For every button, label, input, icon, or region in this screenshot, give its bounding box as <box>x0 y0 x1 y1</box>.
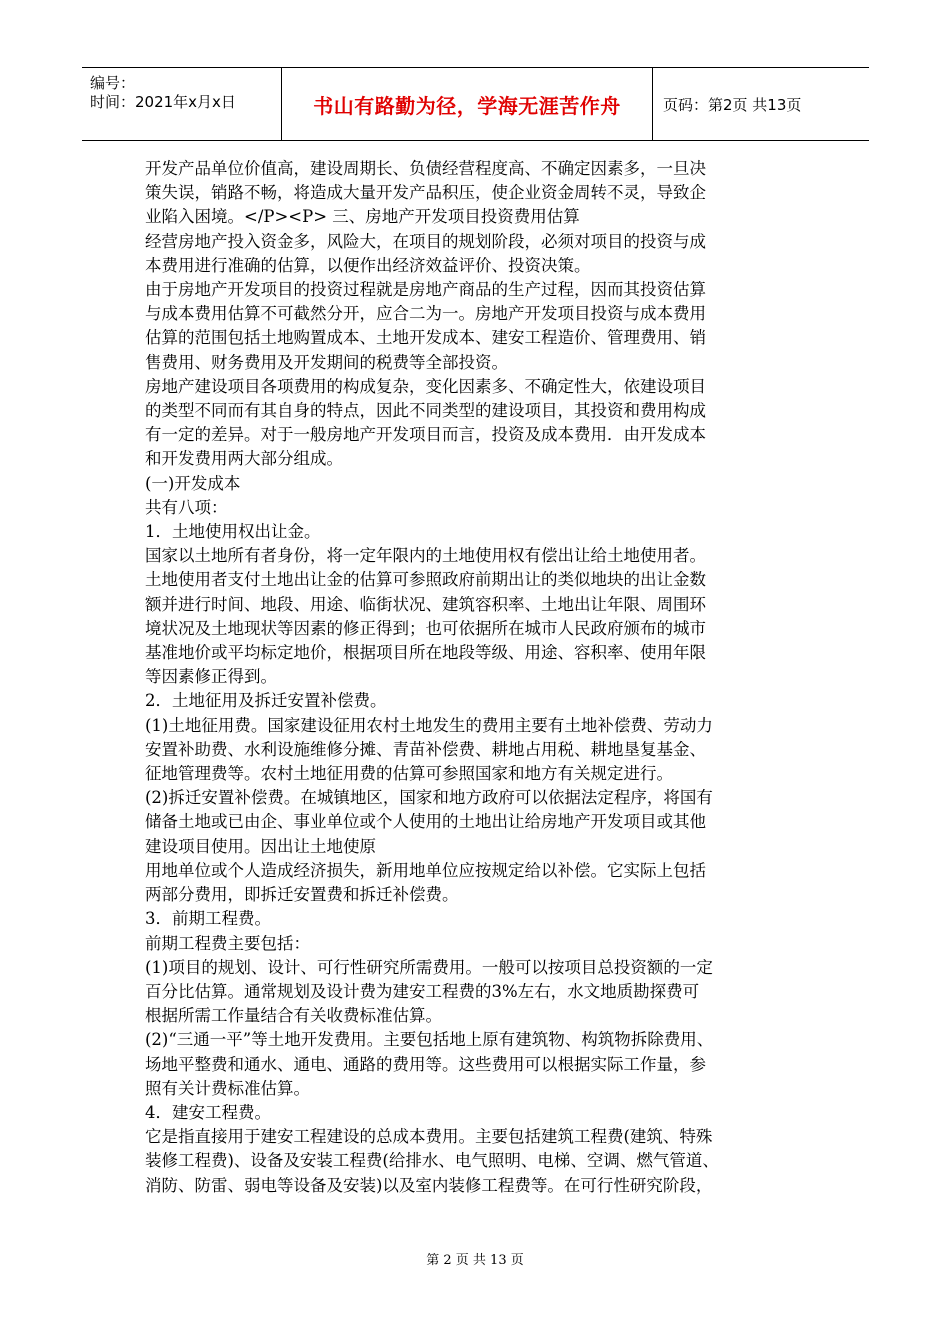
footer-page-number: 第 2 页 共 13 页 <box>426 1253 524 1268</box>
text-line: 策失误，销路不畅，将造成大量开发产品积压，使企业资金周转不灵，导致企 <box>145 183 706 203</box>
text-line: 百分比估算。通常规划及设计费为建安工程费的3%左右，水文地质勘探费可 <box>145 981 700 1001</box>
page-footer <box>0 1249 950 1268</box>
text-line: 土地使用者支付土地出让金的估算可参照政府前期出让的类似地块的出让金数 <box>145 570 706 590</box>
text-line: 房地产建设项目各项费用的构成复杂，变化因素多、不确定性大，依建设项目 <box>145 376 706 396</box>
text-line: 境状况及土地现状等因素的修正得到；也可依据所在城市人民政府颁布的城市 <box>145 618 706 638</box>
text-line: 国家以土地所有者身份，将一定年限内的土地使用权有偿出让给土地使用者。 <box>145 546 706 566</box>
text-line: 和开发费用两大部分组成。 <box>145 449 343 469</box>
text-line: 额并进行时间、地段、用途、临街状况、建筑容积率、土地出让年限、周围环 <box>145 594 706 614</box>
text-line: 有一定的差异。对于一般房地产开发项目而言，投资及成本费用．由开发成本 <box>145 425 706 445</box>
text-line: 经营房地产投入资金多，风险大，在项目的规划阶段，必须对项目的投资与成 <box>145 231 706 251</box>
text-line: 4．建安工程费。 <box>145 1102 271 1122</box>
page-info-cell <box>653 68 869 140</box>
text-line: 售费用、财务费用及开发期间的税费等全部投资。 <box>145 352 508 372</box>
text-line: 业陷入困境。</P><P> 三、房地产开发项目投资费用估算 <box>145 207 580 227</box>
text-line: (2)“三通一平”等土地开发费用。主要包括地上原有建筑物、构筑物拆除费用、 <box>145 1030 714 1050</box>
text-line: 基准地价或平均标定地价，根据项目所在地段等级、用途、容积率、使用年限 <box>145 643 706 663</box>
text-line: 场地平整费和通水、通电、通路的费用等。这些费用可以根据实际工作量，参 <box>145 1054 706 1074</box>
text-line: 本费用进行准确的估算，以便作出经济效益评价、投资决策。 <box>145 255 591 275</box>
motto-text: 书山有路勤为径，学海无涯苦作舟 <box>313 93 621 118</box>
text-line: 照有关计费标准估算。 <box>145 1078 310 1098</box>
text-line: 由于房地产开发项目的投资过程就是房地产商品的生产过程，因而其投资估算 <box>145 280 706 300</box>
text-line: 的类型不同而有其自身的特点，因此不同类型的建设项目，其投资和费用构成 <box>145 401 706 421</box>
document-body <box>145 157 825 1198</box>
text-line: 它是指直接用于建安工程建设的总成本费用。主要包括建筑工程费(建筑、特殊 <box>145 1127 713 1147</box>
text-line: 1．土地使用权出让金。 <box>145 522 321 542</box>
text-line: 前期工程费主要包括： <box>145 933 310 953</box>
text-line: 估算的范围包括土地购置成本、土地开发成本、建安工程造价、管理费用、销 <box>145 328 706 348</box>
text-line: 建设项目使用。因出让土地使原 <box>145 836 376 856</box>
text-line: (一)开发成本 <box>145 473 241 493</box>
text-line: (2)拆迁安置补偿费。在城镇地区，国家和地方政府可以依据法定程序，将国有 <box>145 788 713 808</box>
number-label: 编号： <box>90 74 136 92</box>
text-line: (1)土地征用费。国家建设征用农村土地发生的费用主要有土地补偿费、劳动力 <box>145 715 713 735</box>
motto-cell <box>282 68 653 140</box>
text-line: 储备土地或已由企、事业单位或个人使用的土地出让给房地产开发项目或其他 <box>145 812 706 832</box>
text-line: 两部分费用，即拆迁安置费和拆迁补偿费。 <box>145 885 459 905</box>
page-number-label: 页码：第2页 共13页 <box>663 95 802 114</box>
text-line: 征地管理费等。农村土地征用费的估算可参照国家和地方有关规定进行。 <box>145 764 673 784</box>
text-line: 2．土地征用及拆迁安置补偿费。 <box>145 691 387 711</box>
header-meta-cell <box>82 68 282 140</box>
text-line: 与成本费用估算不可截然分开，应合二为一。房地产开发项目投资与成本费用 <box>145 304 706 324</box>
text-line: (1)项目的规划、设计、可行性研究所需费用。一般可以按项目总投资额的一定 <box>145 957 713 977</box>
text-line: 3．前期工程费。 <box>145 909 271 929</box>
text-line: 根据所需工作量结合有关收费标准估算。 <box>145 1006 442 1026</box>
text-line: 等因素修正得到。 <box>145 667 277 687</box>
text-line: 用地单位或个人造成经济损失，新用地单位应按规定给以补偿。它实际上包括 <box>145 860 706 880</box>
text-line: 安置补助费、水利设施维修分摊、青苗补偿费、耕地占用税、耕地垦复基金、 <box>145 739 706 759</box>
document-header <box>82 67 869 141</box>
text-line: 开发产品单位价值高，建设周期长、负债经营程度高、不确定因素多，一旦决 <box>145 159 706 178</box>
text-line: 装修工程费)、设备及安装工程费(给排水、电气照明、电梯、空调、燃气管道、 <box>145 1151 719 1171</box>
text-line: 共有八项： <box>145 497 228 517</box>
text-line: 消防、防雷、弱电等设备及安装)以及室内装修工程费等。在可行性研究阶段， <box>145 1175 713 1195</box>
time-label: 时间：2021年x月x日 <box>90 93 236 111</box>
